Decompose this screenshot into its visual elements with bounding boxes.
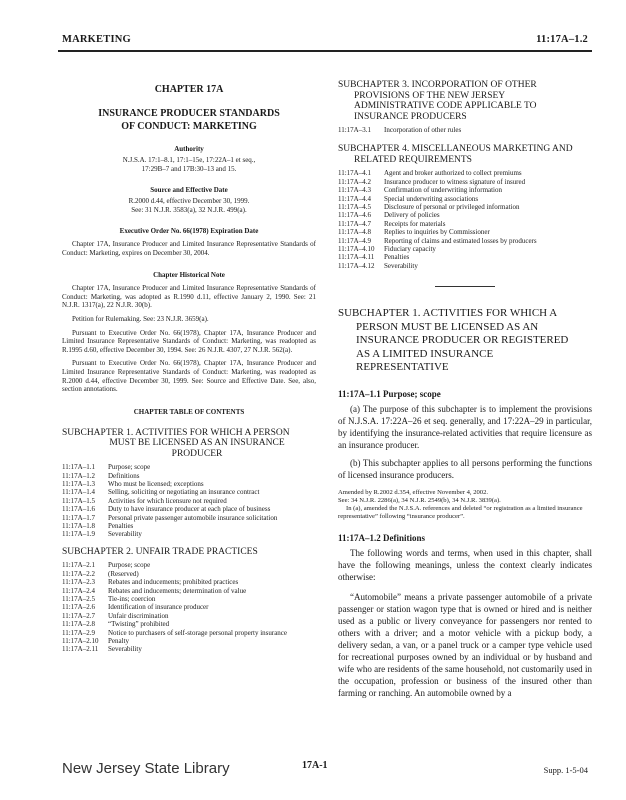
toc-entry — [338, 220, 592, 228]
toc-entry-number: 11:17A–2.8 — [62, 620, 95, 629]
toc-entry-number: 11:17A–2.10 — [62, 637, 99, 646]
toc-entry-title: (Reserved) — [108, 569, 139, 578]
toc-entry-title: Penalties — [384, 253, 410, 262]
toc-entry-title: Fiduciary capacity — [384, 245, 436, 254]
toc-entry-title: Purpose; scope — [108, 463, 151, 472]
chapter-title-line: INSURANCE PRODUCER STANDARDS — [98, 108, 280, 119]
subchapter-heading-line: RELATED REQUIREMENTS — [354, 154, 472, 165]
toc-entry-number: 11:17A–1.7 — [62, 513, 95, 522]
toc-entry-number: 11:17A–4.9 — [338, 236, 371, 245]
toc-entry — [62, 472, 316, 480]
section-paragraph: “Automobile” means a private passenger automobile of a private passenger or station wagon type that is owned or hired and is neither used as a public or livery conveyance for passengers nor rented to others with a driver; and a motor vehicle with a pickup body, a delivery sedan, a van, or a panel truck or a camper type vehicle used for recreational purposes owned by an individual or by husband and wife who are residents of the same household, not customarily used in the occupation, profession or business of the insured other than farming or ranching. An automobile owned by a — [338, 591, 592, 698]
toc-entry-title: Identification of insurance producer — [108, 603, 209, 612]
toc-subchapter-2-heading: SUBCHAPTER 2. UNFAIR TRADE PRACTICES — [62, 546, 258, 557]
toc-entry-title: Severability — [108, 645, 142, 654]
toc-entry-title: Unfair discrimination — [108, 611, 169, 620]
toc-entry-title: Rebates and inducements; prohibited practices — [108, 578, 239, 587]
toc-entry-number: 11:17A–1.4 — [62, 488, 95, 497]
toc-entry-number: 11:17A–4.7 — [338, 219, 371, 228]
source-line: R.2000 d.44, effective December 30, 1999. — [128, 197, 250, 205]
left-column — [62, 62, 316, 654]
toc-entry-number: 11:17A–2.9 — [62, 628, 95, 637]
toc-entry-number: 11:17A–1.9 — [62, 530, 95, 539]
source-line: See: 31 N.J.R. 3583(a), 32 N.J.R. 499(a). — [131, 206, 247, 214]
toc-entry-number: 11:17A–4.12 — [338, 261, 375, 270]
toc-entry-number: 11:17A–4.3 — [338, 186, 371, 195]
toc-entry-number: 11:17A–4.1 — [338, 169, 371, 178]
toc-entry-number: 11:17A–1.1 — [62, 463, 95, 472]
toc-entry-number: 11:17A–2.7 — [62, 611, 95, 620]
toc-entry — [62, 514, 316, 522]
authority-line: 17:29B–7 and 17B:30–13 and 15. — [141, 165, 237, 173]
toc-entry-title: Definitions — [108, 471, 140, 480]
page-number: 17A-1 — [302, 760, 328, 771]
authority-heading: Authority — [174, 145, 204, 153]
toc-subchapter-3-list — [338, 126, 592, 134]
historical-note-paragraph: Petition for Rulemaking. See: 23 N.J.R. 3659(a). — [72, 314, 209, 323]
toc-entry-number: 11:17A–4.5 — [338, 203, 371, 212]
toc-entry — [338, 169, 592, 177]
toc-entry-number: 11:17A–1.5 — [62, 496, 95, 505]
toc-entry-title: Purpose; scope — [108, 561, 151, 570]
section-history-note — [338, 489, 592, 521]
toc-entry — [62, 595, 316, 603]
toc-subchapter-1-heading — [62, 428, 316, 460]
toc-entry — [62, 488, 316, 496]
toc-entry — [62, 522, 316, 530]
subchapter-heading-line: PERSON MUST BE LICENSED AS AN — [356, 320, 539, 333]
toc-entry-number: 11:17A–2.3 — [62, 578, 95, 587]
toc-entry-title: Duty to have insurance producer at each place of business — [108, 505, 271, 514]
page-footer — [62, 760, 588, 777]
toc-entry — [62, 645, 316, 653]
toc-entry — [62, 570, 316, 578]
authority-line: N.J.S.A. 17:1–8.1, 17:1–15e, 17:22A–1 et seq., — [122, 156, 256, 164]
toc-entry — [62, 561, 316, 569]
historical-note-paragraph: Pursuant to Executive Order No. 66(1978), Chapter 17A, Insurance Producer and Limited Insurance Representative Standards of Conduct: Marketing, was readopted as R.1995 d.60, effective December 30, 1994. See: 26 N.J.R. 4307, 27 N.J.R. 562(a). — [62, 328, 316, 354]
toc-heading: CHAPTER TABLE OF CONTENTS — [133, 407, 245, 416]
toc-entry — [62, 578, 316, 586]
toc-entry-title: Severability — [108, 530, 142, 539]
toc-entry — [338, 237, 592, 245]
toc-entry-title: Who must be licensed; exceptions — [108, 480, 204, 489]
subchapter-1-heading — [338, 307, 592, 375]
toc-entry-number: 11:17A–1.2 — [62, 471, 95, 480]
toc-entry-number: 11:17A–2.11 — [62, 645, 99, 654]
toc-entry-title: Penalties — [108, 522, 134, 531]
exec-order-heading: Executive Order No. 66(1978) Expiration Date — [119, 227, 259, 235]
toc-entry — [62, 497, 316, 505]
subchapter-heading-line: ADMINISTRATIVE CODE APPLICABLE TO — [354, 101, 537, 111]
history-line: See: 34 N.J.R. 2286(a), 34 N.J.R. 2549(b), 34 N.J.R. 3839(a). — [338, 496, 501, 504]
toc-entry — [62, 637, 316, 645]
header-rule — [58, 50, 592, 52]
toc-entry-number: 11:17A–2.1 — [62, 561, 95, 570]
toc-entry-title: Rebates and inducements; determination of value — [108, 586, 247, 595]
source-heading: Source and Effective Date — [150, 186, 228, 194]
toc-entry-number: 11:17A–2.5 — [62, 595, 95, 603]
subchapter-heading-line: INSURANCE PRODUCERS — [354, 111, 467, 122]
toc-entry-title: Tie-ins; coercion — [108, 595, 156, 603]
right-column — [338, 80, 592, 699]
toc-entry-title: Selling, soliciting or negotiating an insurance contract — [108, 488, 260, 497]
toc-entry-title: Special underwriting associations — [384, 194, 479, 203]
toc-entry — [338, 245, 592, 253]
toc-entry — [338, 211, 592, 219]
supplement-date: Supp. 1-5-04 — [543, 765, 588, 775]
authority-text — [62, 156, 316, 174]
toc-entry-title: Agent and broker authorized to collect premiums — [384, 169, 522, 178]
toc-entry-number: 11:17A–4.8 — [338, 228, 371, 237]
toc-entry-title: Personal private passenger automobile insurance solicitation — [108, 513, 278, 522]
toc-entry-title: Replies to inquiries by Commissioner — [384, 228, 490, 237]
toc-entry — [338, 186, 592, 194]
toc-entry-number: 11:17A–2.2 — [62, 569, 95, 578]
toc-entry-number: 11:17A–4.4 — [338, 194, 371, 203]
subchapter-heading-line: PRODUCER — [171, 448, 223, 459]
subchapter-heading-line: SUBCHAPTER 3. INCORPORATION OF OTHER — [338, 80, 537, 90]
subchapter-heading-line: MUST BE LICENSED AS AN INSURANCE — [109, 438, 285, 449]
subchapter-heading-line: PROVISIONS OF THE NEW JERSEY — [354, 90, 506, 101]
toc-entry-title: Receipts for materials — [384, 219, 446, 228]
header-title: MARKETING — [62, 34, 131, 45]
subchapter-heading-line: SUBCHAPTER 1. ACTIVITIES FOR WHICH A — [338, 307, 558, 320]
toc-entry — [62, 505, 316, 513]
chapter-title — [62, 107, 316, 133]
section-1-1-heading: 11:17A–1.1 Purpose; scope — [338, 388, 441, 399]
history-line: In (a), amended the N.J.S.A. references and deleted “or registration as a limited insurance representative” following “insurance producer”. — [338, 504, 583, 520]
toc-entry — [338, 178, 592, 186]
toc-entry-number: 11:17A–3.1 — [338, 126, 371, 134]
source-text — [62, 197, 316, 215]
toc-entry — [338, 195, 592, 203]
toc-entry-number: 11:17A–4.10 — [338, 245, 375, 254]
toc-subchapter-2-list — [62, 561, 316, 653]
toc-entry-number: 11:17A–1.3 — [62, 480, 95, 489]
toc-entry-number: 11:17A–1.8 — [62, 522, 95, 531]
toc-entry — [338, 126, 592, 134]
historical-note-paragraph: Pursuant to Executive Order No. 66(1978), Chapter 17A, Insurance Producer and Limited Insurance Representative Standards of Conduct: Marketing, was readopted as R.2000 d.44, effective December 30, 1999. See: Source and Effective Date. See, also, section annotations. — [62, 359, 316, 394]
toc-entry-number: 11:17A–2.4 — [62, 586, 95, 595]
running-header — [62, 34, 588, 45]
exec-order-text: Chapter 17A, Insurance Producer and Limited Insurance Representative Standards of Conduct: Marketing, expires on December 30, 2004. — [62, 240, 316, 257]
toc-entry-title: Disclosure of personal or privileged information — [384, 203, 520, 212]
toc-entry-title: Severability — [384, 261, 418, 270]
toc-subchapter-3-heading — [338, 80, 592, 122]
toc-entry-title: Confirmation of underwriting information — [384, 186, 503, 195]
toc-entry-title: Incorporation of other rules — [384, 126, 462, 134]
toc-entry-title: Notice to purchasers of self-storage personal property insurance — [108, 628, 288, 637]
section-1-2-heading: 11:17A–1.2 Definitions — [338, 532, 426, 543]
history-line: Amended by R.2002 d.354, effective November 4, 2002. — [338, 488, 489, 496]
toc-entry-number: 11:17A–4.11 — [338, 253, 375, 262]
chapter-number: CHAPTER 17A — [154, 84, 224, 95]
toc-entry-number: 11:17A–4.2 — [338, 177, 371, 186]
header-section: 11:17A–1.2 — [536, 34, 588, 45]
toc-entry — [62, 620, 316, 628]
toc-entry — [62, 480, 316, 488]
historical-note-heading: Chapter Historical Note — [153, 271, 225, 280]
toc-entry — [338, 262, 592, 270]
section-paragraph: The following words and terms, when used in this chapter, shall have the following meanings, unless the context clearly indicates otherwise: — [338, 547, 592, 582]
toc-entry — [62, 603, 316, 611]
toc-entry-number: 11:17A–1.6 — [62, 505, 95, 514]
toc-entry-title: “Twisting” prohibited — [108, 620, 170, 629]
toc-subchapter-4-list — [338, 169, 592, 270]
subchapter-heading-line: AS A LIMITED INSURANCE — [356, 347, 494, 360]
subchapter-heading-line: REPRESENTATIVE — [356, 361, 449, 374]
toc-entry — [62, 463, 316, 471]
toc-subchapter-4-heading — [338, 144, 592, 165]
toc-entry-number: 11:17A–2.6 — [62, 603, 95, 612]
toc-entry-number: 11:17A–4.6 — [338, 211, 371, 220]
toc-entry-title: Reporting of claims and estimated losses by producers — [384, 236, 537, 245]
toc-entry-title: Penalty — [108, 637, 129, 646]
toc-subchapter-1-list — [62, 463, 316, 539]
toc-entry — [338, 203, 592, 211]
toc-entry — [62, 612, 316, 620]
toc-entry — [62, 530, 316, 538]
toc-entry — [338, 228, 592, 236]
chapter-title-line: OF CONDUCT: MARKETING — [121, 121, 257, 132]
toc-entry-title: Delivery of policies — [384, 211, 440, 220]
toc-entry-title: Activities for which licensure not required — [108, 496, 227, 505]
toc-entry — [62, 587, 316, 595]
toc-entry — [338, 253, 592, 261]
section-paragraph: (b) This subchapter applies to all persons performing the functions of licensed insurance producers. — [338, 457, 592, 480]
section-divider — [435, 286, 495, 287]
section-paragraph: (a) The purpose of this subchapter is to implement the provisions of N.J.S.A. 17:22A–26 et seq. generally, and 17:22A–29 in particular, by identifying the insurance-related activities that require licensure as an insurance producer. — [338, 403, 592, 450]
subchapter-heading-line: INSURANCE PRODUCER OR REGISTERED — [356, 334, 569, 347]
historical-note-paragraph: Chapter 17A, Insurance Producer and Limited Insurance Representative Standards of Conduct: Marketing, was adopted as R.1990 d.11, effective January 2, 1990. See: 21 N.J.R. 1317(a), 22 N.J.R. 30(b). — [62, 284, 316, 310]
subchapter-heading-line: SUBCHAPTER 4. MISCELLANEOUS MARKETING AND — [338, 144, 573, 155]
toc-entry — [62, 629, 316, 637]
toc-entry-title: Insurance producer to witness signature of insured — [384, 177, 526, 186]
library-watermark: New Jersey State Library — [62, 760, 230, 777]
subchapter-heading-line: SUBCHAPTER 1. ACTIVITIES FOR WHICH A PERSON — [62, 427, 290, 438]
